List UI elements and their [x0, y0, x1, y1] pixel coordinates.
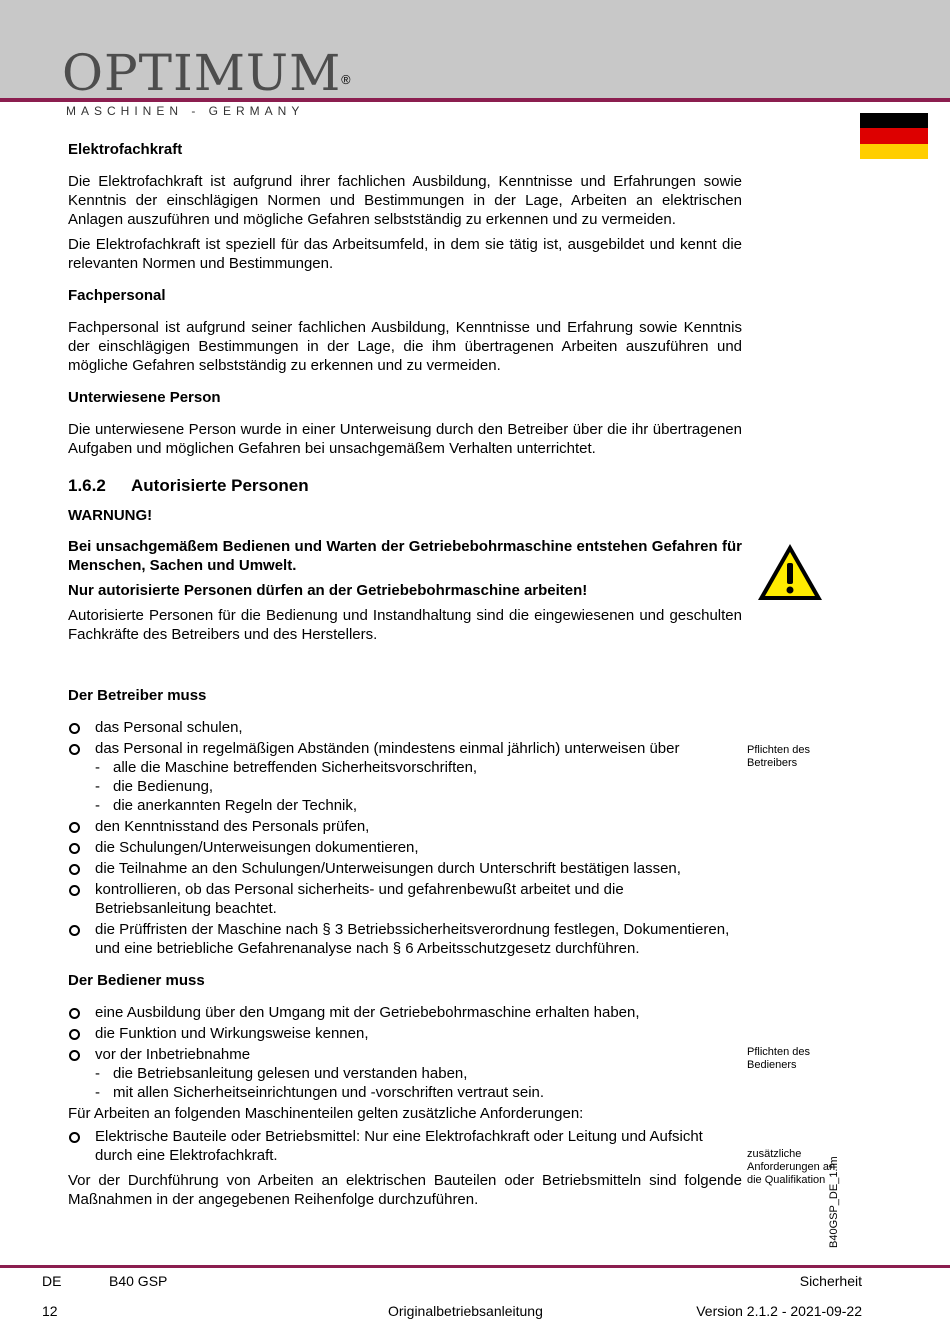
zusatz-list — [68, 1127, 742, 1165]
zusatz-line: Für Arbeiten an folgenden Maschinenteilen gelten zusätzliche Anforderungen: — [68, 1105, 584, 1122]
warning-text-1: Bei unsachgemäßem Bedienen und Warten der Getriebebohrmaschine entstehen Gefahren für Menschen, Sachen und Umwelt. — [68, 538, 742, 574]
list-item: den Kenntnisstand des Personals prüfen, — [68, 817, 742, 836]
warning-text-2: Nur autorisierte Personen dürfen an der Getriebebohrmaschine arbeiten! — [68, 582, 588, 599]
file-name-label: B40GSP_DE_1.fm — [828, 1156, 840, 1248]
sub-list-item: - die anerkannten Regeln der Technik, — [95, 796, 742, 815]
bediener-sublist — [95, 1064, 742, 1102]
page-content — [68, 140, 742, 1215]
betreiber-sublist — [95, 758, 742, 815]
list-item: eine Ausbildung über den Umgang mit der Getriebebohrmaschine erhalten haben, — [68, 1003, 742, 1022]
margin-note-zusatz: zusätzliche Anforderungen an die Qualifikation — [747, 1148, 836, 1186]
warning-paragraph: Autorisierte Personen für die Bedienung und Instandhaltung sind die eingewiesenen und geschulten Fachkräfte des Betreibers und des Herstellers. — [68, 607, 742, 643]
list-item: das Personal schulen, — [68, 718, 742, 737]
german-flag-icon — [860, 113, 928, 159]
logo-text: OPTIMUM — [62, 44, 342, 102]
footer-language: DE — [42, 1273, 62, 1289]
list-item: Elektrische Bauteile oder Betriebsmittel: Nur eine Elektrofachkraft oder Leitung und Aufsicht durch eine Elektrofachkraft. — [68, 1127, 742, 1165]
margin-note-bediener: Pflichten des Bedieners — [747, 1046, 810, 1071]
optimum-logo — [62, 44, 351, 102]
heading-betreiber: Der Betreiber muss — [68, 687, 207, 704]
betreiber-list — [68, 718, 742, 958]
bediener-list — [68, 1003, 742, 1102]
heading-bediener: Der Bediener muss — [68, 972, 205, 989]
heading-fachpersonal: Fachpersonal — [68, 287, 166, 304]
footer-document-type: Originalbetriebsanleitung — [388, 1303, 543, 1319]
section-heading — [68, 476, 742, 495]
section-number: 1.6.2 — [68, 476, 106, 495]
paragraph-elektro-2: Die Elektrofachkraft ist speziell für das Arbeitsumfeld, in dem sie tätig ist, ausgebildet und kennt die relevanten Normen und Bestimmungen. — [68, 236, 742, 272]
logo-subtitle: MASCHINEN - GERMANY — [66, 104, 305, 118]
list-item-text: vor der Inbetriebnahme — [95, 1046, 251, 1063]
margin-note-betreiber: Pflichten des Betreibers — [747, 744, 810, 769]
paragraph-elektro-1: Die Elektrofachkraft ist aufgrund ihrer fachlichen Ausbildung, Kenntnisse und Erfahrungen sowie Kenntnis der einschlägigen Normen und Bestimmungen in der Lage, Arbeiten an elektrischen Anlagen auszuführen und mögliche Gefahren selbstständig zu erkennen und zu vermeiden. — [68, 173, 742, 228]
list-item: die Teilnahme an den Schulungen/Unterweisungen durch Unterschrift bestätigen lassen, — [68, 859, 742, 878]
paragraph-unterwiesene-person: Die unterwiesene Person wurde in einer Unterweisung durch den Betreiber über die ihr übertragenen Aufgaben und möglichen Gefahren bei unsachgemäßem Verhalten unterrichtet. — [68, 421, 742, 457]
footer-version: Version 2.1.2 - 2021-09-22 — [696, 1303, 862, 1319]
list-item-text: das Personal in regelmäßigen Abständen (mindestens einmal jährlich) unterweisen über — [95, 740, 680, 757]
warning-title: WARNUNG! — [68, 507, 153, 524]
list-item — [68, 739, 742, 815]
warning-triangle-icon — [755, 541, 825, 603]
list-item — [68, 1045, 742, 1102]
footer-page-number: 12 — [42, 1303, 58, 1319]
list-item: die Schulungen/Unterweisungen dokumentieren, — [68, 838, 742, 857]
list-item: die Funktion und Wirkungsweise kennen, — [68, 1024, 742, 1043]
heading-elektrofachkraft: Elektrofachkraft — [68, 141, 183, 158]
sub-list-item: - alle die Maschine betreffenden Sicherheitsvorschriften, — [95, 758, 742, 777]
sub-list-item: - mit allen Sicherheitseinrichtungen und -vorschriften vertraut sein. — [95, 1083, 742, 1102]
paragraph-fachpersonal: Fachpersonal ist aufgrund seiner fachlichen Ausbildung, Kenntnisse und Erfahrung sowie Kenntnis der einschlägigen Bestimmungen in der Lage, die ihm übertragenen Arbeiten auszuführen und mögliche Gefahren selbstständig zu erkennen und zu vermeiden. — [68, 319, 742, 374]
heading-unterwiesene-person: Unterwiesene Person — [68, 389, 221, 406]
list-item: die Prüffristen der Maschine nach § 3 Betriebssicherheitsverordnung festlegen, Dokumentieren, und eine betriebliche Gefahrenanalyse nach § 6 Arbeitsschutzgesetz durchführen. — [68, 920, 742, 958]
sub-list-item: - die Betriebsanleitung gelesen und verstanden haben, — [95, 1064, 742, 1083]
footer-rule — [0, 1265, 950, 1268]
section-title: Autorisierte Personen — [131, 476, 309, 495]
final-paragraph: Vor der Durchführung von Arbeiten an elektrischen Bauteilen oder Betriebsmitteln sind folgende Maßnahmen in der angegebenen Reihenfolge durchzuführen. — [68, 1172, 742, 1208]
logo-registered-mark: ® — [341, 73, 351, 87]
footer-chapter: Sicherheit — [799, 1273, 862, 1289]
sub-list-item: - die Bedienung, — [95, 777, 742, 796]
list-item: kontrollieren, ob das Personal sicherheits- und gefahrenbewußt arbeitet und die Betriebsanleitung beachtet. — [68, 880, 742, 918]
footer-model: B40 GSP — [109, 1273, 168, 1289]
